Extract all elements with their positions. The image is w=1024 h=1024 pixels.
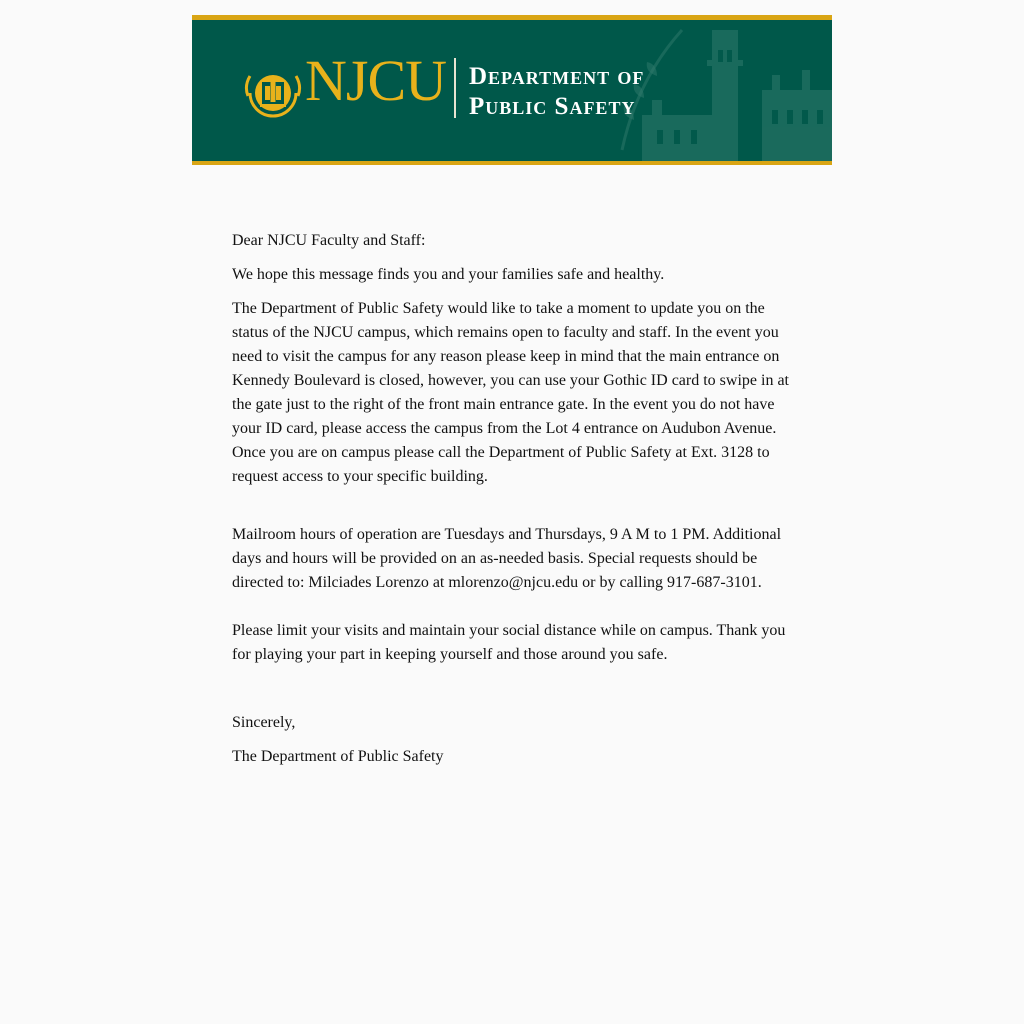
header-banner	[192, 15, 832, 165]
logo-divider	[454, 58, 456, 118]
letter-paragraph: Please limit your visits and maintain your social distance while on campus. Thank you for playing your part in keeping yourself and those around you safe.	[232, 622, 786, 663]
department-title	[469, 62, 644, 122]
gothic-seal-icon	[242, 62, 304, 124]
campus-building-watermark-icon	[612, 20, 832, 161]
letter-closing: Sincerely,	[232, 714, 296, 731]
letter-greeting: Dear NJCU Faculty and Staff:	[232, 232, 426, 249]
letter-body	[232, 229, 797, 769]
letter-paragraph: We hope this message finds you and your families safe and healthy.	[232, 266, 665, 283]
letter-paragraph: The Department of Public Safety would like to take a moment to update you on the status of the NJCU campus, which remains open to faculty and staff. In the event you need to visit the campus for any reason please keep in mind that the main entrance on Kennedy Boulevard is closed, however, you can use your Gothic ID card to swipe in at the gate just to the right of the front main entrance gate. In the event you do not have your ID card, please access the campus from the Lot 4 entrance on Audubon Avenue. Once you are on campus please call the Department of Public Safety at Ext. 3128 to request access to your specific building.	[232, 300, 789, 485]
njcu-logo-text: NJCU	[305, 48, 447, 113]
department-title-line1: Department of	[469, 63, 645, 90]
department-title-line2: Public Safety	[469, 93, 636, 120]
letter-signature: The Department of Public Safety	[232, 748, 444, 765]
letter-paragraph: Mailroom hours of operation are Tuesdays and Thursdays, 9 A M to 1 PM. Additional days and hours will be provided on an as-needed basis. Special requests should be directed to: Milciades Lorenzo at mlorenzo@njcu.edu or by calling 917-687-3101.	[232, 526, 782, 591]
